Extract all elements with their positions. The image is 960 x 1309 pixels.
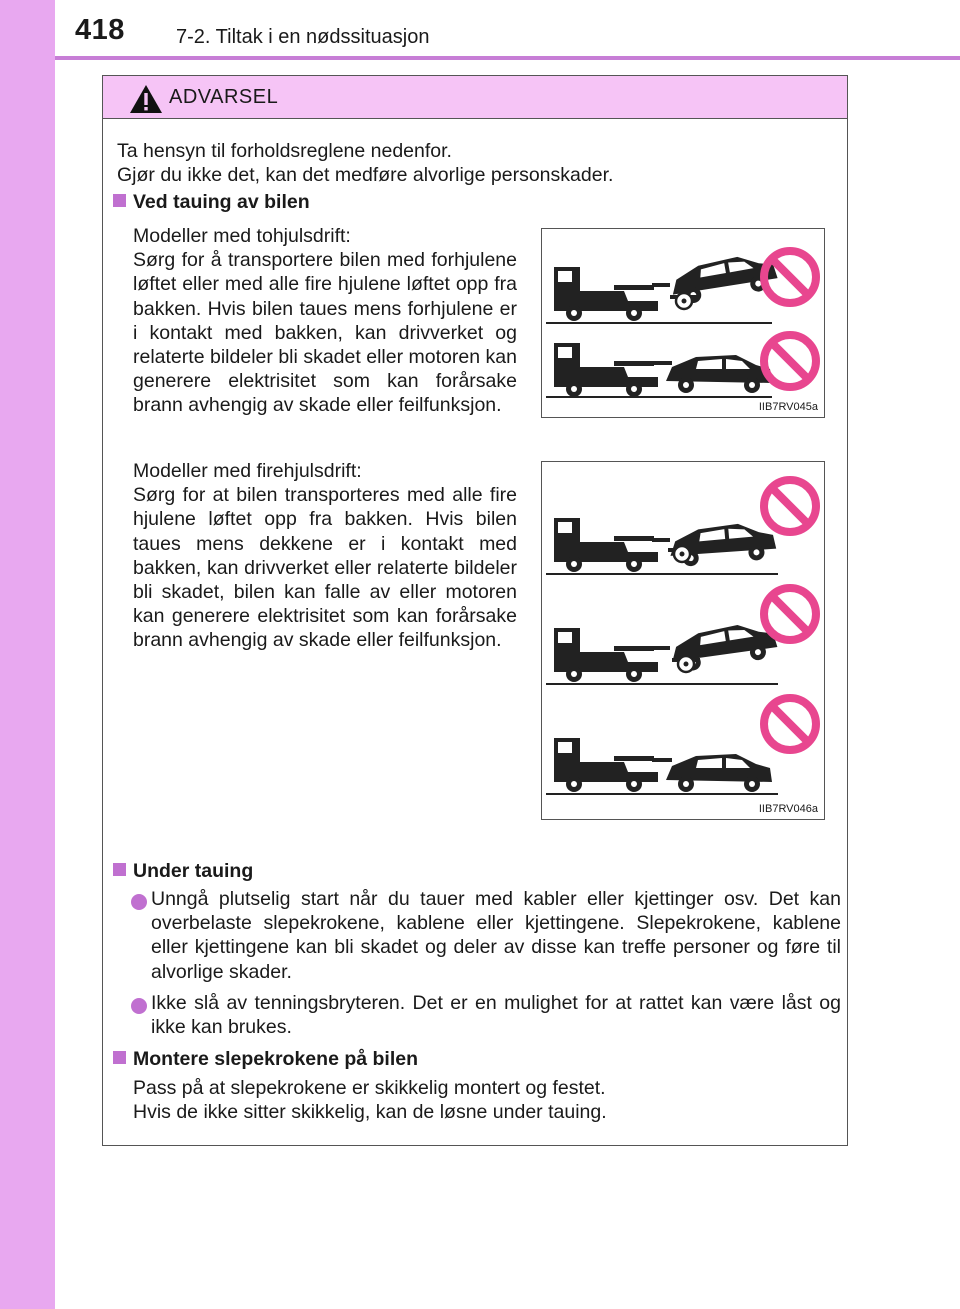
warning-intro [117, 139, 837, 187]
fwd-label: Modeller med tohjulsdrift: [133, 225, 351, 247]
figure-awd-towing [541, 461, 825, 820]
hooks-heading [113, 1047, 418, 1071]
towing-heading [113, 190, 310, 214]
figure-fwd-towing [541, 228, 825, 418]
scene-2 [546, 335, 816, 397]
warning-title: ADVARSEL [169, 86, 279, 108]
towing-heading-text: Ved tauing av bilen [133, 191, 310, 213]
hooks-heading-text: Montere slepekrokene på bilen [133, 1048, 419, 1070]
square-bullet-icon [113, 194, 126, 207]
square-bullet-icon [113, 863, 126, 876]
figure-id: IIB7RV045a [758, 401, 818, 413]
intro-line-1: Ta hensyn til forholdsreglene nedenfor. [117, 140, 452, 162]
fwd-block [133, 224, 517, 418]
during-heading-text: Under tauing [133, 860, 254, 882]
prohibition-sign-icon [764, 335, 816, 387]
round-bullet-icon [131, 998, 147, 1014]
towing-illustration [542, 229, 824, 417]
intro-line-2: Gjør du ikke det, kan det medføre alvorlige personskader. [117, 164, 614, 187]
prohibition-sign-icon [764, 588, 816, 640]
hooks-line-2: Hvis de ikke sitter skikkelig, kan de løsne under tauing. [133, 1101, 607, 1124]
square-bullet-icon [113, 1051, 126, 1064]
hooks-text [133, 1076, 833, 1124]
round-bullet-icon [131, 894, 147, 910]
header-divider [55, 56, 960, 60]
figure-id: IIB7RV046a [758, 803, 818, 815]
hooks-line-1: Pass på at slepekrokene er skikkelig montert og festet. [133, 1077, 606, 1099]
section-title: 7-2. Tiltak i en nødssituasjon [176, 26, 430, 48]
during-heading [113, 859, 253, 883]
prohibition-sign-icon [764, 480, 816, 532]
during-bullet-2: Ikke slå av tenningsbryteren. Det er en mulighet for at rattet kan være låst og ikke kan brukes. [151, 992, 841, 1039]
page-header [0, 0, 960, 58]
scene-1 [546, 480, 816, 574]
scene-2 [546, 588, 816, 684]
side-color-strip [0, 0, 55, 1309]
page-number: 418 [75, 14, 125, 46]
prohibition-sign-icon [764, 698, 816, 750]
awd-block [133, 459, 517, 653]
scene-3 [546, 698, 816, 794]
awd-label: Modeller med firehjulsdrift: [133, 460, 362, 482]
warning-triangle-icon [129, 84, 163, 114]
awd-text: Sørg for at bilen transporteres med alle fire hjulene løftet opp fra bakken. Hvis bilen taues mens dekkene er i kontakt med bakken, kan drivverket eller relaterte bildeler bli skadet, bilen kan falle av eller motoren kan generere elektrisitet som kan forårsake brann avhengig av skade eller feilfunksjon. [133, 484, 517, 652]
scene-1 [546, 251, 816, 323]
during-bullet-1: Unngå plutselig start når du tauer med kabler eller kjettinger osv. Det kan overbelaste slepekrokene, kablene eller kjettingene. Slepekrokene, kablene eller kjettingene kan bli skadet og deler av disse kan treffe personer og føre til alvorlige skader. [151, 888, 841, 983]
warning-header [103, 76, 847, 119]
towing-illustration [542, 462, 824, 819]
fwd-text: Sørg for å transportere bilen med forhjulene løftet eller med alle fire hjulene løftet opp fra bakken. Hvis bilen taues mens forhjulene er i kontakt med bakken, kan drivverket og relaterte bildeler bli skadet eller motoren kan generere elektrisitet som kan forårsake brann avhengig av skade eller feilfunksjon. [133, 249, 517, 417]
